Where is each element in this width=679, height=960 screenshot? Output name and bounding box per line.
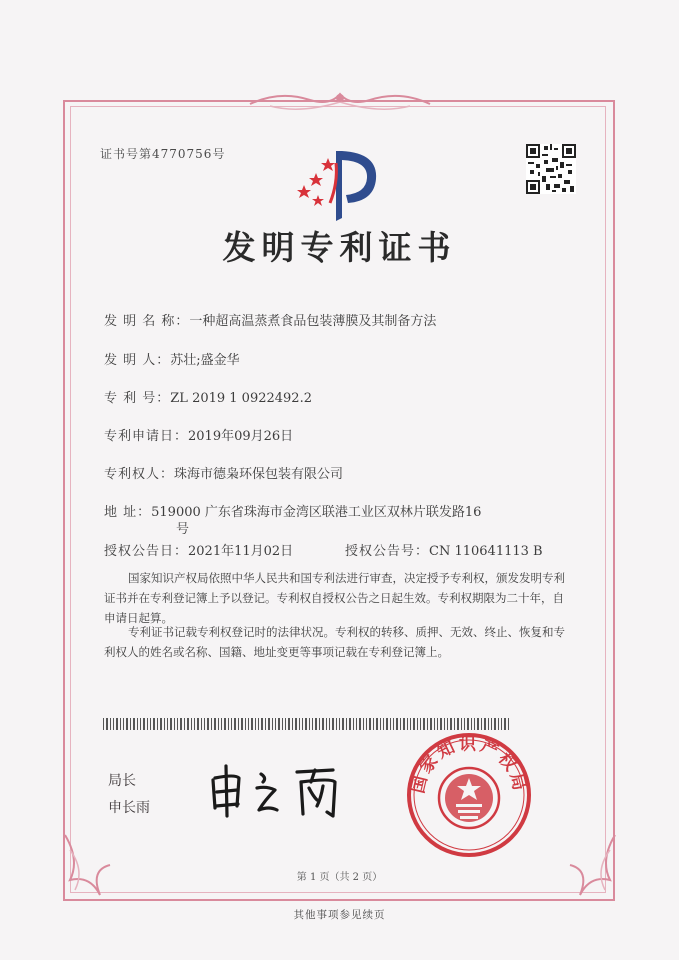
patent-number-value: ZL 2019 1 0922492.2	[170, 391, 312, 406]
invention-name-label: 发 明 名 称：	[104, 314, 190, 329]
paragraph-2-line-1: 专利证书记载专利权登记时的法律状况。专利权的转移、质押、无效、终止、恢复和专	[128, 625, 565, 639]
cnipa-logo-icon	[290, 143, 390, 223]
paragraph-1-line-2: 证书并在专利登记簿上予以登记。专利权自授权公告之日起生效。专利权期限为二十年，自	[104, 591, 564, 605]
director-name: 申长雨	[108, 800, 150, 816]
address-value-line2: 号	[176, 522, 190, 537]
handwritten-signature-icon	[205, 760, 355, 820]
grant-number-value: CN 110641113 B	[429, 544, 543, 559]
inventor-row	[104, 349, 240, 368]
grant-number-label: 授权公告号：	[345, 544, 430, 559]
address-value-line1: 519000 广东省珠海市金湾区联港工业区双林片联发路16	[151, 505, 482, 520]
bottom-left-ornament-icon	[60, 830, 120, 900]
inventor-label: 发 明 人：	[104, 353, 171, 368]
paragraph-1-line-1: 国家知识产权局依照中华人民共和国专利法进行审查，决定授予专利权，颁发发明专利	[128, 571, 565, 585]
bottom-right-ornament-icon	[560, 830, 620, 900]
barcode-icon	[103, 718, 511, 730]
address-label: 地 址：	[104, 505, 152, 520]
paragraph-1-line-3: 申请日起算。	[104, 611, 173, 625]
inventor-value: 苏壮;盛金华	[170, 353, 240, 368]
paragraph-2-line-2: 利权人的姓名或名称、国籍、地址变更等事项记载在专利登记簿上。	[104, 645, 449, 659]
filing-date-label: 专利申请日：	[104, 429, 189, 444]
invention-name-value: 一种超高温蒸煮食品包装薄膜及其制备方法	[189, 314, 437, 329]
invention-name-row	[104, 310, 436, 329]
patentee-value: 珠海市德枭环保包装有限公司	[174, 467, 344, 482]
svg-text:国家知识产权局: 国家知识产权局	[408, 734, 530, 796]
qr-code-icon	[526, 144, 576, 194]
grant-date-value: 2021年11月02日	[188, 544, 294, 559]
filing-date-row	[104, 425, 293, 444]
patentee-row	[104, 463, 343, 482]
patentee-label: 专利权人：	[104, 467, 175, 482]
certificate-number: 证书号第4770756号	[100, 147, 226, 161]
patent-number-row	[104, 387, 312, 406]
page-number: 第 1 页（共 2 页）	[296, 872, 383, 883]
grant-date-label: 授权公告日：	[104, 544, 189, 559]
address-row	[104, 501, 481, 520]
footer-note: 其他事项参见续页	[293, 909, 386, 921]
top-ornament-icon	[240, 86, 440, 116]
grant-date-row	[104, 540, 293, 559]
filing-date-value: 2019年09月26日	[188, 429, 294, 444]
patent-number-label: 专 利 号：	[104, 391, 171, 406]
director-title: 局长	[108, 773, 136, 789]
grant-number-row	[345, 540, 543, 559]
document-title: 发明专利证书	[222, 228, 457, 267]
official-seal-icon	[404, 730, 534, 860]
